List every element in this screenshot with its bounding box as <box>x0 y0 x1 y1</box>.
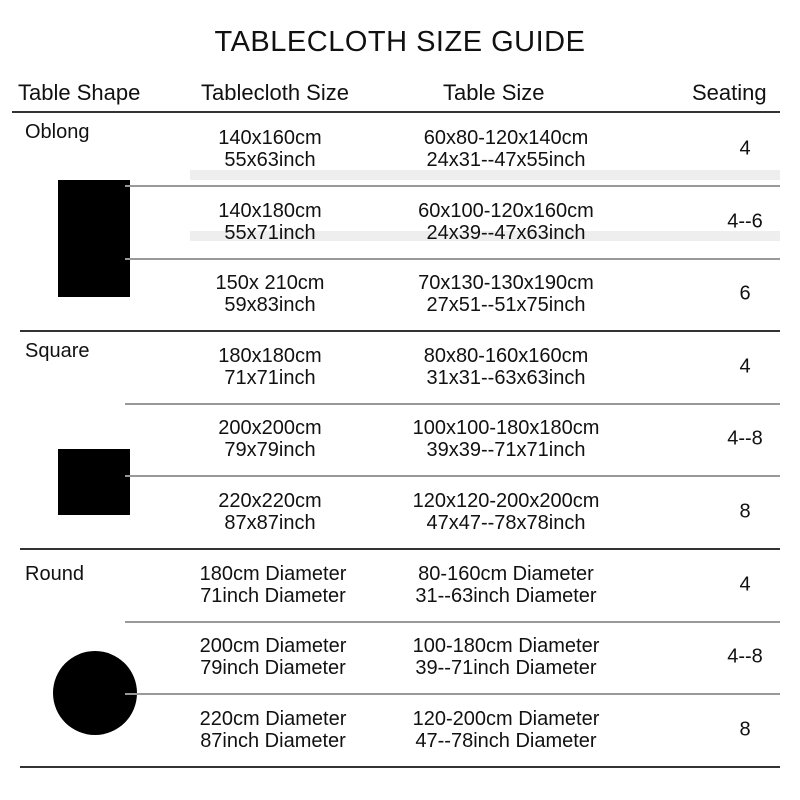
row-divider <box>125 693 780 695</box>
header-divider <box>12 111 780 113</box>
section-divider <box>20 330 780 332</box>
tablecloth-size-cell <box>216 272 325 316</box>
tablecloth-size-cell <box>218 127 321 171</box>
tablecloth-inch: 87inch Diameter <box>200 729 346 752</box>
tablecloth-cm: 180x180cm <box>218 344 322 367</box>
tablecloth-cm: 180cm Diameter <box>199 562 347 585</box>
shading-band <box>190 170 780 180</box>
table-cm: 70x130-130x190cm <box>418 272 594 295</box>
tablecloth-cm: 220x220cm <box>218 490 322 512</box>
tablecloth-size-cell <box>218 200 321 244</box>
table-inch: 39--71inch Diameter <box>415 657 597 680</box>
header-table-size: Table Size <box>443 80 545 105</box>
tablecloth-size-cell <box>218 490 321 534</box>
tablecloth-inch: 71x71inch <box>224 366 316 389</box>
header-seating: Seating <box>692 80 767 105</box>
tablecloth-inch: 59x83inch <box>224 294 316 317</box>
table-inch: 31--63inch Diameter <box>415 584 597 607</box>
section-divider <box>20 766 780 768</box>
table-inch: 24x31--47x55inch <box>426 149 586 171</box>
tablecloth-cm: 150x 210cm <box>215 272 325 295</box>
tablecloth-size-cell <box>218 345 321 389</box>
tablecloth-inch: 71inch Diameter <box>200 584 346 607</box>
tablecloth-cm: 140x160cm <box>218 127 322 149</box>
shape-label-square: Square <box>25 340 90 362</box>
tablecloth-size-cell <box>200 635 347 679</box>
seating-cell: 4 <box>739 573 751 596</box>
oblong-shape-icon <box>58 180 130 297</box>
tablecloth-inch: 55x63inch <box>224 149 316 171</box>
header-tablecloth-size: Tablecloth Size <box>201 80 349 105</box>
table-size-cell <box>413 490 600 534</box>
seating-cell: 8 <box>739 718 751 741</box>
tablecloth-size-cell <box>200 708 347 752</box>
seating-cell: 4--8 <box>727 427 763 450</box>
table-size-cell <box>413 417 600 461</box>
header-table-shape: Table Shape <box>18 80 141 105</box>
table-cm: 60x100-120x160cm <box>418 199 594 222</box>
tablecloth-size-cell <box>218 417 321 461</box>
table-inch: 47--78inch Diameter <box>415 729 597 752</box>
table-size-cell <box>418 272 594 316</box>
row-divider <box>125 258 780 260</box>
seating-cell: 6 <box>739 282 751 305</box>
table-cm: 100-180cm Diameter <box>412 635 600 658</box>
table-inch: 47x47--78x78inch <box>426 512 586 534</box>
tablecloth-cm: 200cm Diameter <box>199 635 347 658</box>
page-title: TABLECLOTH SIZE GUIDE <box>214 26 586 58</box>
row-divider <box>125 621 780 623</box>
row-divider <box>125 403 780 405</box>
tablecloth-inch: 79x79inch <box>224 439 316 462</box>
seating-cell: 4 <box>739 137 751 160</box>
table-cm: 80x80-160x160cm <box>423 344 589 367</box>
table-cm: 100x100-180x180cm <box>412 417 600 440</box>
tablecloth-cm: 140x180cm <box>218 199 322 222</box>
table-cm: 120x120-200x200cm <box>412 490 600 512</box>
seating-cell: 4 <box>739 355 751 378</box>
table-inch: 27x51--51x75inch <box>426 294 586 317</box>
tablecloth-size-cell <box>200 563 347 607</box>
table-cm: 60x80-120x140cm <box>423 127 589 149</box>
table-cm: 80-160cm Diameter <box>418 562 594 585</box>
table-size-cell <box>413 708 600 752</box>
seating-cell: 4--8 <box>727 645 763 668</box>
tablecloth-inch: 55x71inch <box>224 221 316 244</box>
table-cm: 120-200cm Diameter <box>412 707 600 730</box>
tablecloth-cm: 200x200cm <box>218 417 322 440</box>
table-size-cell <box>424 127 589 171</box>
tablecloth-inch: 87x87inch <box>224 512 316 534</box>
square-shape-icon <box>58 449 130 515</box>
tablecloth-inch: 79inch Diameter <box>200 657 346 680</box>
table-inch: 24x39--47x63inch <box>426 221 586 244</box>
row-divider <box>125 185 780 187</box>
shape-label-oblong: Oblong <box>25 121 90 143</box>
shape-label-round: Round <box>25 563 84 585</box>
table-size-cell <box>415 563 596 607</box>
table-size-cell <box>413 635 600 679</box>
row-divider <box>125 475 780 477</box>
table-inch: 39x39--71x71inch <box>426 439 586 462</box>
tablecloth-cm: 220cm Diameter <box>199 707 347 730</box>
section-divider <box>20 548 780 550</box>
table-size-cell <box>424 345 589 389</box>
seating-cell: 4--6 <box>727 210 763 233</box>
table-inch: 31x31--63x63inch <box>426 366 586 389</box>
seating-cell: 8 <box>739 500 751 523</box>
table-size-cell <box>418 200 594 244</box>
